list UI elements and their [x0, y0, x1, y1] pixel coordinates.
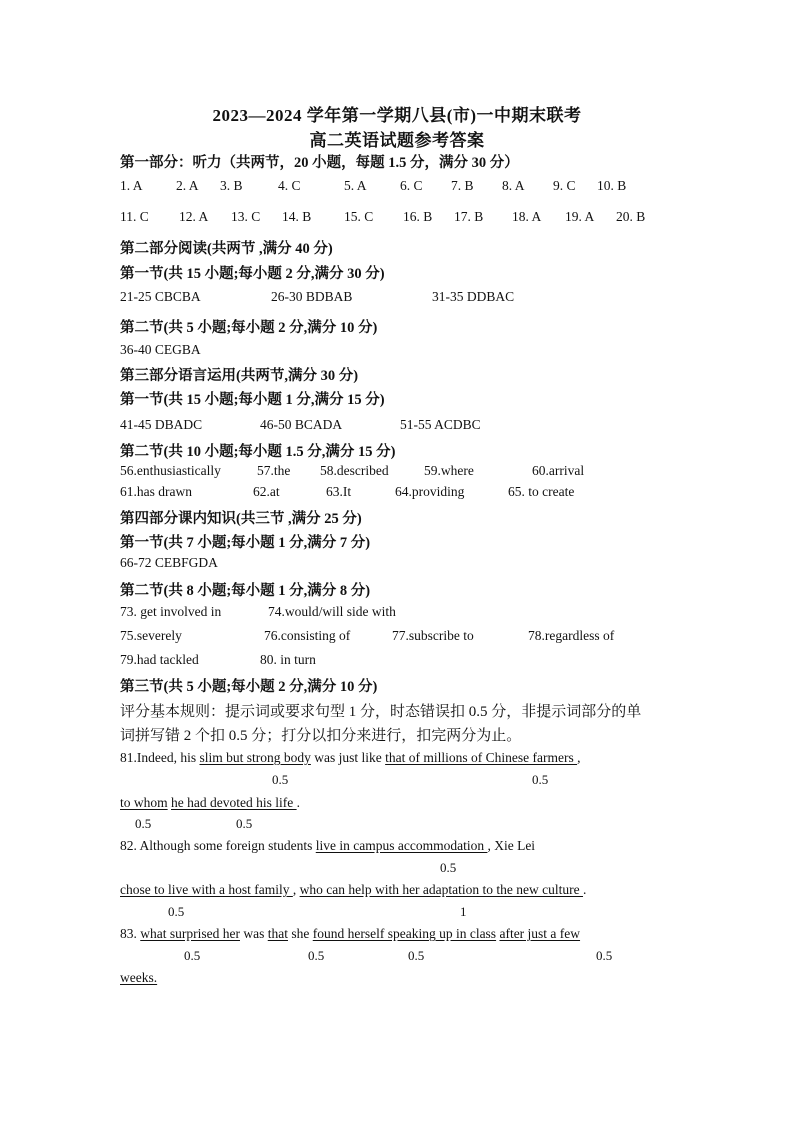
answer-item: 1. A: [120, 178, 143, 193]
score-mark: 0.5: [236, 816, 253, 831]
cloze-answer-group: 46-50 BCADA: [260, 417, 343, 432]
underlined-phrase: to whom: [120, 795, 168, 810]
answer-item: 5. A: [344, 178, 367, 193]
q81-line-1: 81.Indeed, his slim but strong body was just like that of millions of Chinese farmers ,: [120, 750, 581, 765]
answer-item: 10. B: [597, 178, 627, 193]
answer-item: 2. A: [176, 178, 199, 193]
underlined-phrase: found herself speaking up in class: [312, 926, 497, 941]
part4-section2-heading: 第二节(共 8 小题;每小题 1 分,满分 8 分): [120, 583, 371, 599]
part4-section1-answers: 66-72 CEBFGDA: [120, 555, 218, 570]
q83-line-1: 83. what surprised her was that she found herself speaking up in class after just a few: [120, 926, 581, 941]
part2-section2-heading: 第二节(共 5 小题;每小题 2 分,满分 10 分): [120, 320, 378, 336]
underlined-phrase: after just a few: [499, 926, 581, 941]
score-mark: 0.5: [184, 948, 201, 963]
reading-section2-answers: 36-40 CEGBA: [120, 342, 201, 357]
answer-item: 4. C: [278, 178, 301, 193]
part3-heading: 第三部分语言运用(共两节,满分 30 分): [120, 368, 359, 384]
grammar-fill-answer: 61.has drawn: [120, 484, 192, 499]
answer-item: 12. A: [179, 209, 209, 224]
grammar-fill-answer: 62.at: [253, 484, 280, 499]
phrase-answer: 74.would/will side with: [268, 604, 396, 619]
underlined-phrase: weeks.: [120, 970, 158, 985]
answer-item: 7. B: [451, 178, 474, 193]
cloze-answer-group: 51-55 ACDBC: [400, 417, 481, 432]
grammar-fill-answer: 64.providing: [395, 484, 465, 499]
answer-item: 15. C: [344, 209, 374, 224]
phrase-answer: 78.regardless of: [528, 628, 615, 643]
score-mark: 0.5: [596, 948, 613, 963]
answer-item: 9. C: [553, 178, 576, 193]
q82-line-1: 82. Although some foreign students live in campus accommodation , Xie Lei: [120, 838, 536, 853]
phrase-answer: 75.severely: [120, 628, 182, 643]
grammar-fill-answer: 63.It: [326, 484, 352, 499]
answer-item: 6. C: [400, 178, 423, 193]
score-mark: 1: [460, 904, 467, 919]
part3-section1-heading: 第一节(共 15 小题;每小题 1 分,满分 15 分): [120, 392, 385, 408]
score-mark: 0.5: [408, 948, 425, 963]
q83-line-2: [120, 970, 157, 986]
score-mark: 0.5: [440, 860, 457, 875]
score-mark: 0.5: [308, 948, 325, 963]
underlined-phrase: that of millions of Chinese farmers: [385, 750, 578, 765]
answer-item: 20. B: [616, 209, 646, 224]
part4-heading: 第四部分课内知识(共三节 ,满分 25 分): [120, 511, 362, 527]
grammar-fill-answer: 60.arrival: [532, 463, 585, 478]
underlined-phrase: who can help with her adaptation to the new culture: [299, 882, 584, 897]
underlined-phrase: live in campus accommodation: [315, 838, 488, 853]
part4-section1-heading: 第一节(共 7 小题;每小题 1 分,满分 7 分): [120, 535, 371, 551]
underlined-phrase: that: [267, 926, 288, 941]
part3-section2-heading: 第二节(共 10 小题;每小题 1.5 分,满分 15 分): [120, 444, 396, 460]
answer-item: 14. B: [282, 209, 312, 224]
part2-heading: 第二部分阅读(共两节 ,满分 40 分): [120, 241, 333, 257]
answer-item: 13. C: [231, 209, 261, 224]
title-line-1: 2023—2024 学年第一学期八县(市)一中期末联考: [212, 106, 582, 125]
answer-item: 17. B: [454, 209, 484, 224]
reading-answer-group: 31-35 DDBAC: [432, 289, 515, 304]
phrase-answer: 76.consisting of: [264, 628, 351, 643]
score-mark: 0.5: [272, 772, 289, 787]
underlined-phrase: chose to live with a host family: [120, 882, 293, 897]
underlined-phrase: slim but strong body: [199, 750, 311, 765]
title-line-2: 高二英语试题参考答案: [309, 131, 485, 150]
part4-section3-heading: 第三节(共 5 小题;每小题 2 分,满分 10 分): [120, 679, 378, 695]
grammar-fill-answer: 57.the: [257, 463, 291, 478]
phrase-answer: 79.had tackled: [120, 652, 199, 667]
answer-item: 19. A: [565, 209, 595, 224]
reading-answer-group: 21-25 CBCBA: [120, 289, 201, 304]
scoring-rule-line-2: 词拼写错 2 个扣 0.5 分；打分以扣分来进行，扣完两分为止。: [120, 728, 522, 744]
part1-heading: 第一部分：听力（共两节，20 小题，每题 1.5 分，满分 30 分）: [120, 155, 519, 171]
score-mark: 0.5: [168, 904, 185, 919]
q82-line-2: chose to live with a host family , who can help with her adaptation to the new culture .: [120, 882, 587, 897]
phrase-answer: 77.subscribe to: [392, 628, 474, 643]
answer-item: 16. B: [403, 209, 433, 224]
answer-item: 18. A: [512, 209, 542, 224]
phrase-answer: 80. in turn: [260, 652, 316, 667]
grammar-fill-answer: 59.where: [424, 463, 474, 478]
grammar-fill-answer: 56.enthusiastically: [120, 463, 221, 478]
part2-section1-heading: 第一节(共 15 小题;每小题 2 分,满分 30 分): [120, 266, 385, 282]
q81-line-2: to whom he had devoted his life .: [120, 795, 300, 810]
grammar-fill-answer: 65. to create: [508, 484, 575, 499]
underlined-phrase: what surprised her: [140, 926, 240, 941]
underlined-phrase: he had devoted his life: [171, 795, 297, 810]
score-mark: 0.5: [135, 816, 152, 831]
reading-answer-group: 26-30 BDBAB: [271, 289, 353, 304]
answer-item: 3. B: [220, 178, 243, 193]
scoring-rule-line-1: 评分基本规则：提示词或要求句型 1 分，时态错误扣 0.5 分，非提示词部分的单: [120, 704, 642, 720]
answer-item: 8. A: [502, 178, 525, 193]
grammar-fill-answer: 58.described: [320, 463, 389, 478]
score-mark: 0.5: [532, 772, 549, 787]
answer-item: 11. C: [120, 209, 149, 224]
phrase-answer: 73. get involved in: [120, 604, 222, 619]
cloze-answer-group: 41-45 DBADC: [120, 417, 203, 432]
